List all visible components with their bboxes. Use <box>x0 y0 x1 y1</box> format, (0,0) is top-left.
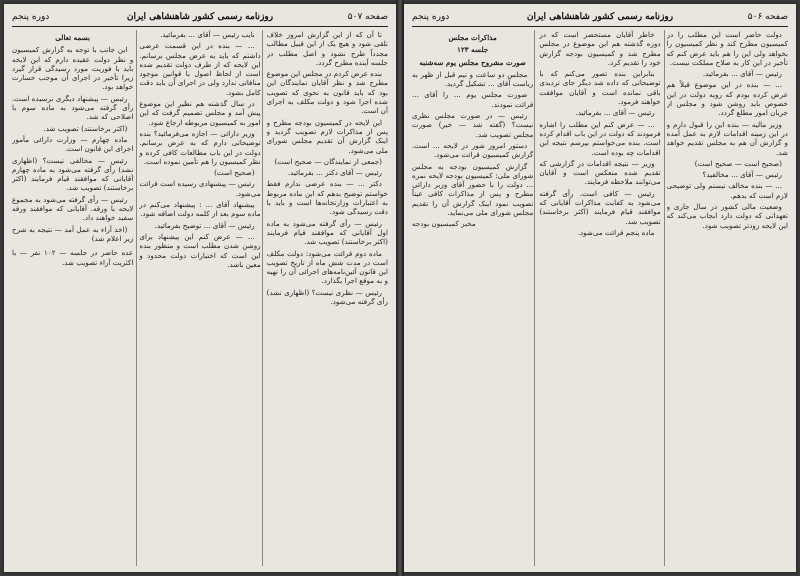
paragraph: رئیس — رأی گرفته می‌شود به مجموع لایحه با ورقه. آقایانی که موافقند ورقه سفید خواهند داد. <box>12 194 134 223</box>
paragraph: خاطر آقایان مستحضر است که در دوره گذشته هم این موضوع در مجلس مطرح شد و کمیسیون بودجه گزارش خود را تقدیم کرد. <box>539 30 661 67</box>
paragraph: ... — عرض کنم این مطلب را اشاره فرمودند که دولت در این باب اقدام کرده است. بنده می‌خواستم بپرسم نتیجه این اقدامات چه بوده است. <box>539 119 661 157</box>
book-gutter <box>396 0 404 576</box>
paragraph: ... — عرض کنم این پیشنهاد برای روشن شدن مطلب است و منظور بنده این است که اختیارات دولت محدود و معین باشد. <box>139 231 261 269</box>
paragraph: (اخذ آراء به عمل آمد — نتیجه به شرح زیر اعلام شد) <box>12 224 134 243</box>
text-column-3 <box>412 30 533 566</box>
paragraph: رئیس — پیشنهادی رسیده است قرائت می‌شود. <box>139 179 261 198</box>
paragraph: رئیس — آقای دکتر ... بفرمائید. <box>287 168 382 178</box>
left-page <box>4 4 396 572</box>
paragraph: صورت مجلس یوم ... را آقای ... قرائت نمودند. <box>412 90 534 109</box>
paragraph: مجلس دو ساعت و نیم قبل از ظهر به ریاست آقای ... تشکیل گردید. <box>412 69 534 89</box>
newspaper-title: روزنامه رسمی کشور شاهنشاهی ایران <box>526 12 674 22</box>
paragraph: ماده دوم قرائت می‌شود: دولت مکلف است در مدت شش ماه از تاریخ تصویب این قانون آئین‌نامه‌های اجرائی آن را تهیه و به موقع اجرا بگذارد. <box>266 248 388 286</box>
column-divider <box>136 30 137 566</box>
page-number: صفحه ۵۰۶ <box>747 12 788 22</box>
issue-label: دوره پنجم <box>12 12 50 22</box>
right-page <box>404 4 796 572</box>
column-divider <box>262 30 263 566</box>
paragraph: (صحیح است — صحیح است) <box>694 158 782 168</box>
paragraph: نایب رئیس — آقای ... بفرمائید. <box>160 30 255 39</box>
paragraph: رئیس — آقای ... توضیح بفرمائید. <box>154 220 255 230</box>
session-title: صورت مشروح مجلس یوم سه‌شنبه <box>419 57 527 67</box>
section-heading: بسمه تعالی <box>55 33 91 42</box>
signature-line: مخبر کمیسیون بودجه <box>412 219 476 229</box>
text-column-2 <box>539 30 660 566</box>
paragraph: این جانب با توجه به گزارش کمیسیون و نظر دولت عقیده دارم که این لایحه باید با فوریت مورد رسیدگی قرار گیرد زیرا تأخیر در اجرای آن موجب خسارت خواهد بود. <box>12 45 134 92</box>
paragraph: گزارش کمیسیون بودجه به مجلس شورای ملی: کمیسیون بودجه لایحه نمره ... دولت را با حضور آقای وزیر دارائی مطرح و پس از مذاکرات کافی عیناً تصویب نمود اینک گزارش آن را تقدیم مجلس شورای ملی می‌نماید. <box>412 161 534 218</box>
paragraph: رئیس — آقای ... بفرمائید. <box>702 69 782 79</box>
section-heading: مذاکرات مجلس <box>448 33 497 42</box>
paragraph: ... — بنده در این قسمت عرضی داشتم که باید به عرض مجلس برسانم. این لایحه که از طرف دولت تقدیم شده است از لحاظ اصول با قوانین موجود منافاتی ندارد ولی در اجرای آن باید دقت کامل بشود. <box>139 41 261 97</box>
paragraph: (اکثر برخاستند) تصویب شد. <box>43 123 128 133</box>
paragraph: این لایحه در کمیسیون بودجه مطرح و پس از مذاکرات لازم تصویب گردید و اینک گزارش آن تقدیم مجلس شورای ملی می‌شود. <box>266 117 388 155</box>
text-column-1 <box>267 30 388 566</box>
issue-label: دوره پنجم <box>412 12 450 22</box>
paragraph: وزیر — نتیجه اقدامات در گزارشی که تقدیم شده منعکس است و آقایان می‌توانند ملاحظه فرمایند. <box>539 158 661 187</box>
paragraph: رئیس — نظری نیست؟ (اظهاری نشد) رأی گرفته می‌شود. <box>266 287 388 307</box>
page-header <box>12 10 388 27</box>
paragraph: (صحیح است) <box>214 168 255 178</box>
paragraph: بنابراین بنده تصور می‌کنم که با توضیحاتی که داده شد دیگر جای تردیدی باقی نمانده است و آقایان موافقت خواهند فرمود. <box>539 69 661 107</box>
paragraph: در سال گذشته هم نظیر این موضوع پیش آمد و مجلس تصمیم گرفت که این امور به کمیسیون مربوطه ارجاع شود. <box>139 99 261 127</box>
paragraph: رئیس — آقای ... مخالفید؟ <box>702 170 782 180</box>
paragraph: رئیس — کافی است. رأی گرفته می‌شود به کفایت مذاکرات آقایانی که موافقند قیام فرمایند (اکثر برخاستند) تصویب شد. <box>539 188 661 226</box>
paragraph: دکتر ... — بنده عرضی ندارم فقط خواستم توضیح بدهم که این ماده مربوط به اعتبارات وزارتخانه‌ها است و باید با دقت رسیدگی شود. <box>266 179 388 217</box>
text-column-3 <box>12 30 133 566</box>
paragraph: پیشنهاد آقای ... : پیشنهاد می‌کنم در ماده سوم بعد از کلمه دولت اضافه شود. <box>139 200 261 219</box>
vote-result: عده حاضر در جلسه — ۱۰۲ نفر — با اکثریت آراء تصویب شد. <box>12 248 134 267</box>
paragraph: ماده چهارم — وزارت دارائی مأمور اجرای این قانون است. <box>12 134 134 154</box>
paragraph: رئیس — مخالفی نیست؟ (اظهاری نشد) رأی گرفته می‌شود به ماده چهارم آقایانی که موافقند قیام فرمایند (اکثر برخاستند) تصویب شد. <box>12 155 134 193</box>
paragraph: بنده عرض کردم در مجلس این موضوع مطرح شد و نظر آقایان نمایندگان این بود که باید قانون به نحوی که تصویب شده اجرا شود و دولت مکلف به اجرای آن است. <box>266 69 388 116</box>
paragraph: وزیر دارائی — اجازه می‌فرمائید؟ بنده توضیحاتی دارم که به عرض برسانم. دولت در این باب مطالعات کافی کرده و نظر کمیسیون را هم تأمین نموده است. <box>139 128 261 166</box>
paragraph: ماده پنجم قرائت می‌شود. <box>577 227 655 237</box>
column-divider <box>664 30 665 566</box>
session-number: جلسه ۱۲۳ <box>457 45 489 55</box>
paragraph: وضعیت مالی کشور در سال جاری و تعهداتی که دولت دارد ایجاب می‌کند که این لایحه زودتر تصویب شود. <box>666 202 788 230</box>
paragraph: تا آن که از این گزارش امروز خلاف تلقی شود و هیچ یک از این قبیل مطالب مجدداً طرح نشود و اصل مطلب در جلسه آینده مطرح گردد. <box>266 30 388 67</box>
paragraph: رئیس — در صورت مجلس نظری نیست؟ (گفته شد — خیر) صورت مجلس تصویب شد. <box>412 111 534 139</box>
page-number: صفحه ۵۰۷ <box>347 12 388 22</box>
column-divider <box>534 30 535 566</box>
paragraph: دولت حاضر است این مطلب را در کمیسیون مطرح کند و نظر کمیسیون را بخواهد ولی این را هم باید عرض کنم که تأخیر در این کار به صلاح مملکت نیست. <box>666 30 788 67</box>
paragraph: وزیر مالیه — بنده این را قبول دارم و در این زمینه اقدامات لازم به عمل آمده و گزارش آن هم به مجلس تقدیم خواهد شد. <box>666 119 788 157</box>
paragraph: ... — بنده مخالف نیستم ولی توضیحی لازم است که بدهم. <box>666 181 788 200</box>
paragraph: دستور امروز شور در لایحه ... است. گزارش کمیسیون قرائت می‌شود. <box>412 140 534 160</box>
paragraph: رئیس — پیشنهاد دیگری نرسیده است. رأی گرفته می‌شود به ماده سوم با اصلاحی که شد. <box>12 93 134 122</box>
text-column-2 <box>139 30 260 566</box>
newspaper-title: روزنامه رسمی کشور شاهنشاهی ایران <box>126 12 274 22</box>
page-header <box>412 10 788 27</box>
paragraph: ... — بنده در این موضوع قبلاً هم عرض کرده بودم که رویه دولت در این خصوص باید روشن شود و مجلس از جریان امور مطلع گردد. <box>666 80 788 118</box>
paragraph: رئیس — رأی گرفته می‌شود به ماده اول آقایانی که موافقند قیام فرمایند (اکثر برخاستند) تصویب شد. <box>266 218 388 247</box>
text-column-1 <box>667 30 788 566</box>
paragraph: رئیس — آقای ... بفرمائید. <box>575 108 655 118</box>
paragraph: (جمعی از نمایندگان — صحیح است) <box>274 156 382 166</box>
